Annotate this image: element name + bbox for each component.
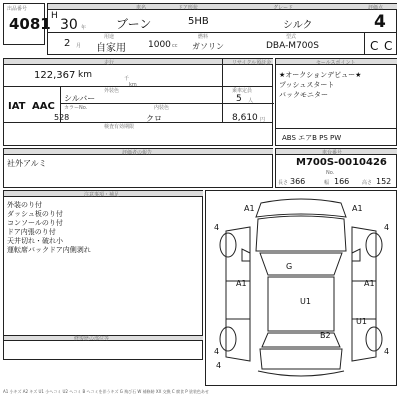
- tyre-spare: 4: [216, 361, 222, 370]
- mileage-block: [3, 58, 273, 146]
- note-6: 運転席バックドア内側剥れ: [7, 246, 91, 254]
- seats-unit: 人: [248, 98, 254, 104]
- lot-label: 出品番号: [7, 6, 28, 12]
- note-1: 外装のり付: [7, 201, 42, 209]
- seats-value: 5: [236, 94, 242, 104]
- length: 366: [290, 177, 306, 186]
- interior-grade: C: [370, 39, 379, 53]
- grade-label: グレード: [273, 5, 294, 11]
- length-label: 長さ: [278, 180, 289, 186]
- score-label: 評価点: [368, 5, 384, 11]
- damage-right-lower: U1: [356, 317, 367, 326]
- damage-rear: B2: [320, 331, 331, 340]
- notes-block: [3, 190, 203, 360]
- inspection-label: 検査有効期限: [104, 124, 135, 130]
- door-type: 5HB: [188, 16, 209, 27]
- vehicle-header: [47, 3, 397, 55]
- tyre-front-right: 4: [384, 223, 390, 232]
- model-code: DBA-M700S: [266, 41, 319, 51]
- auction-sheet: [3, 3, 397, 397]
- chassis-label: 車台番号: [322, 150, 343, 156]
- color-no-label: カラーNo.: [64, 105, 88, 111]
- month: 2: [64, 38, 71, 49]
- recycle-fee: 8,610: [232, 113, 258, 123]
- note-5: 天井切れ・破れ小: [7, 237, 63, 245]
- damage-right-side: A1: [364, 279, 375, 288]
- damage-front-left: A1: [244, 204, 255, 213]
- year-era: H: [51, 11, 58, 21]
- footer-legend: A1 小キズ A2 キズ U1 小ヘコミ U2 ヘコミ B ヘコミを伴うキズ G 飛び石 W 補修跡 XX 交換 C 腐食 P 塗装色あせ: [3, 389, 209, 394]
- note-4: ドア内張のり付: [7, 228, 56, 236]
- use-label: 用途: [104, 34, 115, 40]
- unit-thousand: 千: [124, 76, 130, 82]
- damage-left-side: A1: [236, 279, 247, 288]
- use-type: 自家用: [96, 43, 126, 54]
- transmission: IAT: [8, 101, 26, 112]
- sales-point-1: ★オークションデビュー★: [279, 71, 362, 79]
- height-label: 高さ: [362, 180, 373, 186]
- tyre-rear-left: 4: [214, 347, 220, 356]
- exterior-grade: C: [384, 39, 393, 53]
- chassis-sub: No.: [326, 170, 335, 176]
- recycle-unit: 円: [260, 117, 266, 123]
- tyre-rear-right: 4: [384, 347, 390, 356]
- recycle-label: リサイクル預託金: [232, 60, 272, 66]
- mileage-unit: km: [78, 70, 92, 80]
- unit-km: km: [129, 82, 137, 88]
- fuel-label: 燃料: [198, 34, 209, 40]
- width-label: 幅: [324, 180, 330, 186]
- equipment-row: [275, 128, 397, 146]
- year-unit: 年: [81, 25, 87, 31]
- model-label: 車名: [136, 5, 147, 11]
- sales-label: セールスポイント: [316, 60, 356, 66]
- note-3: コンソールのり付: [7, 219, 63, 227]
- remarks-label: 評価者の報告: [122, 150, 153, 156]
- sales-point-2: プッシュスタート: [279, 81, 335, 89]
- doors-label: ドア形状: [178, 5, 198, 11]
- parts-text: 社外アルミ: [7, 159, 47, 168]
- score: 4: [374, 12, 386, 32]
- lot-number: 4081: [9, 15, 51, 33]
- trim-label: 内装色: [154, 105, 170, 111]
- note-2: ダッシュ板のり付: [7, 210, 63, 218]
- mileage-value: 122,367: [34, 70, 76, 81]
- seats-label: 乗車定員: [232, 88, 253, 94]
- color-value: シルバー: [64, 94, 96, 103]
- height: 152: [376, 177, 392, 186]
- footer-label: 修復歴の部位等: [74, 336, 110, 342]
- car-diagram-icon: [206, 191, 396, 385]
- notes-label: 注意事項・補足: [84, 192, 120, 198]
- air-con: AAC: [32, 101, 55, 112]
- mileage-label: 走行: [104, 60, 115, 66]
- sales-point-3: バックモニター: [279, 91, 328, 99]
- chassis-block: [275, 148, 397, 188]
- grade-name: シルク: [283, 20, 313, 31]
- parts-block: [3, 148, 273, 188]
- color-number: 528: [54, 113, 70, 122]
- lot-box: [3, 3, 51, 45]
- damage-roof: U1: [300, 297, 311, 306]
- displacement: 1000: [148, 40, 171, 50]
- width: 166: [334, 177, 350, 186]
- fuel-type: ガソリン: [192, 42, 224, 51]
- color-label: 外装色: [104, 88, 120, 94]
- year: 30: [60, 17, 78, 33]
- chassis-number: M700S-0010426: [296, 157, 387, 168]
- body-diagram: [205, 190, 397, 386]
- damage-front-right: A1: [352, 204, 363, 213]
- tyre-front-left: 4: [214, 223, 220, 232]
- model-name: ブーン: [116, 17, 152, 31]
- equipment: ABS エアB PS PW: [282, 134, 342, 142]
- trim-color: クロ: [146, 114, 162, 123]
- damage-windshield: G: [286, 262, 293, 271]
- type-label: 型式: [286, 34, 297, 40]
- month-unit: 月: [76, 43, 82, 49]
- cc-unit: cc: [172, 43, 178, 49]
